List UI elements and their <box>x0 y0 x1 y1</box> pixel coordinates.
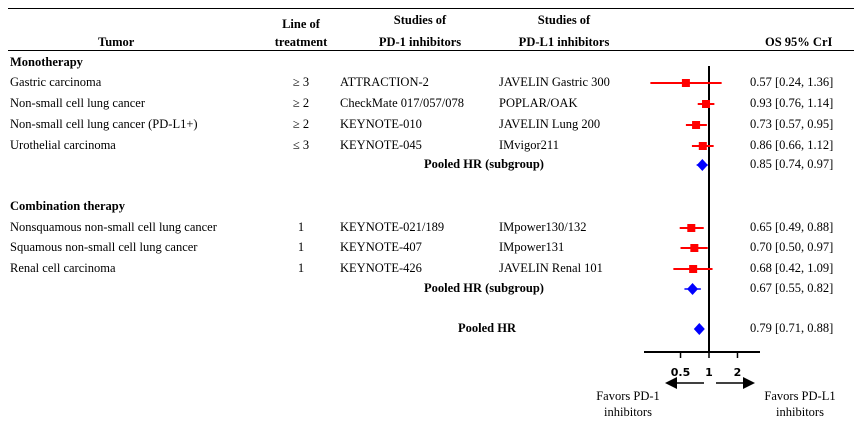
header-tumor: Tumor <box>98 35 135 49</box>
header-pd1-2: PD-1 inhibitors <box>378 35 462 49</box>
section-monotherapy: Monotherapy <box>10 55 83 69</box>
favors-right-1: Favors PD-L1 <box>764 389 836 403</box>
row-8-pd1: KEYNOTE-426 <box>340 261 422 275</box>
row-1-line: ≥ 3 <box>292 75 310 89</box>
favors-left-2: inhibitors <box>604 405 652 419</box>
row-4-pd1: KEYNOTE-045 <box>340 138 422 152</box>
row-6-pd1: KEYNOTE-021/189 <box>340 220 445 234</box>
row-2-ci: 0.93 [0.76, 1.14] <box>750 96 834 110</box>
pooled-subgroup-mono-ci: 0.85 [0.74, 0.97] <box>750 157 834 171</box>
pooled-diamond-5 <box>697 159 708 171</box>
pooled-subgroup-combo-ci: 0.67 [0.55, 0.82] <box>750 281 834 295</box>
row-1-pd1: ATTRACTION-2 <box>340 75 429 89</box>
row-2-pdl1: POPLAR/OAK <box>499 96 578 110</box>
row-4-tumor: Urothelial carcinoma <box>10 138 116 152</box>
row-8-pdl1: JAVELIN Renal 101 <box>499 261 603 275</box>
row-8-tumor: Renal cell carcinoma <box>10 261 116 275</box>
row-6-pdl1: IMpower130/132 <box>499 220 587 234</box>
row-3-pdl1: JAVELIN Lung 200 <box>499 117 601 131</box>
x-tick-label-2: 1 <box>705 366 713 379</box>
pooled-subgroup-combo-label: Pooled HR (subgroup) <box>424 281 544 295</box>
header-pd1-1: Studies of <box>393 13 447 27</box>
header-pdl1-2: PD-L1 inhibitors <box>518 35 610 49</box>
row-6-ci: 0.65 [0.49, 0.88] <box>750 220 834 234</box>
pooled-subgroup-mono-label: Pooled HR (subgroup) <box>424 157 544 171</box>
x-tick-label-3: 2 <box>733 366 742 379</box>
favors-left-1: Favors PD-1 <box>596 389 660 403</box>
pooled-overall-ci: 0.79 [0.71, 0.88] <box>750 321 834 335</box>
row-7-pdl1: IMpower131 <box>499 240 565 254</box>
point-estimate-2 <box>702 100 710 108</box>
row-4-ci: 0.86 [0.66, 1.12] <box>750 138 834 152</box>
row-7-ci: 0.70 [0.50, 0.97] <box>750 240 834 254</box>
row-7-tumor: Squamous non-small cell lung cancer <box>10 240 198 254</box>
row-6-line: 1 <box>297 220 305 234</box>
point-estimate-4 <box>699 142 707 150</box>
row-1-ci: 0.57 [0.24, 1.36] <box>750 75 834 89</box>
header-line-2: treatment <box>274 35 328 49</box>
favors-right-2: inhibitors <box>776 405 824 419</box>
row-7-line: 1 <box>297 240 305 254</box>
section-combination: Combination therapy <box>10 199 125 213</box>
row-4-pdl1: IMvigor211 <box>499 138 559 152</box>
row-3-ci: 0.73 [0.57, 0.95] <box>750 117 834 131</box>
point-estimate-6 <box>687 224 695 232</box>
header-os: OS 95% CrI <box>765 35 833 49</box>
header-line-1: Line of <box>282 17 320 31</box>
pooled-overall-label: Pooled HR <box>458 321 516 335</box>
row-6-tumor: Nonsquamous non-small cell lung cancer <box>10 220 217 234</box>
row-8-ci: 0.68 [0.42, 1.09] <box>750 261 834 275</box>
row-4-line: ≤ 3 <box>292 138 310 152</box>
header-pdl1-1: Studies of <box>537 13 591 27</box>
x-tick-label-1: 0.5 <box>670 366 691 379</box>
pooled-diamond-9 <box>687 283 698 295</box>
row-3-pd1: KEYNOTE-010 <box>340 117 422 131</box>
point-estimate-7 <box>690 244 698 252</box>
row-2-tumor: Non-small cell lung cancer <box>10 96 146 110</box>
row-1-pdl1: JAVELIN Gastric 300 <box>499 75 610 89</box>
row-1-tumor: Gastric carcinoma <box>10 75 102 89</box>
row-3-line: ≥ 2 <box>292 117 310 131</box>
row-3-tumor: Non-small cell lung cancer (PD-L1+) <box>10 117 198 131</box>
point-estimate-1 <box>682 79 690 87</box>
pooled-diamond-10 <box>694 323 705 335</box>
point-estimate-3 <box>692 121 700 129</box>
row-7-pd1: KEYNOTE-407 <box>340 240 422 254</box>
row-8-line: 1 <box>297 261 305 275</box>
row-2-pd1: CheckMate 017/057/078 <box>340 96 464 110</box>
point-estimate-8 <box>689 265 697 273</box>
row-2-line: ≥ 2 <box>292 96 310 110</box>
